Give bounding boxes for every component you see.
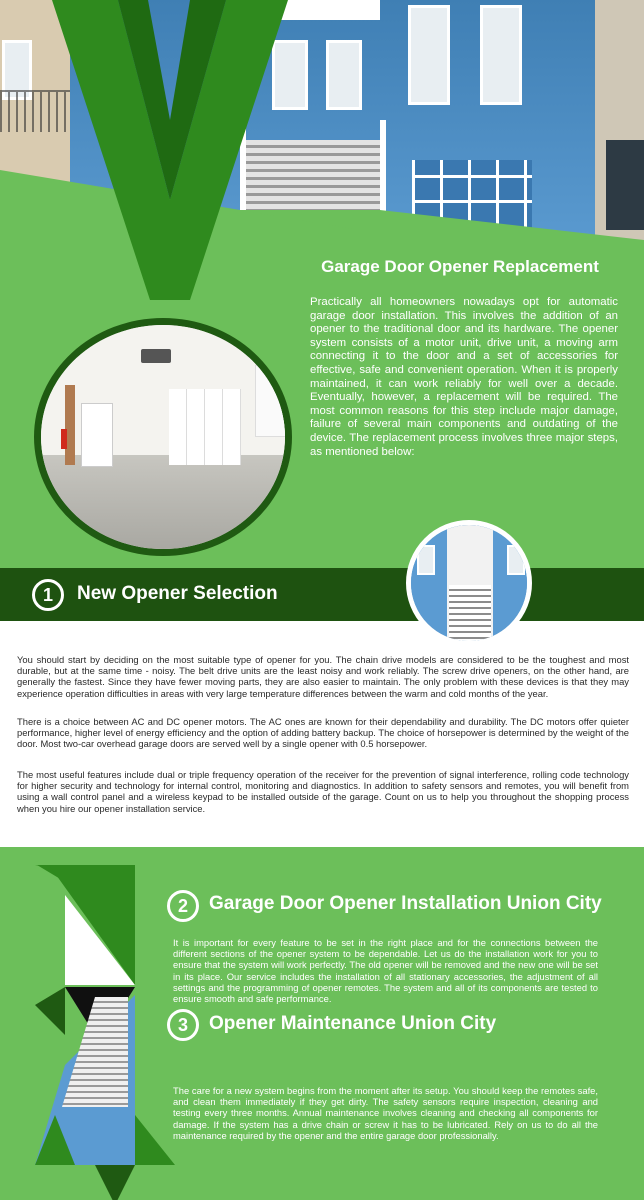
section-1-header-band <box>0 568 644 621</box>
section-2-title: Garage Door Opener Installation Union City <box>209 893 602 914</box>
step-number-3: 3 <box>167 1009 199 1041</box>
section-3-paragraph: The care for a new system begins from the moment after its setup. You should keep the remotes safe, and clean them immediately if they get dirty. The safety sensors require inspection, cleaning and testing every three months. Annual maintenance involves cleaning and checking all components for damage. If the system has a drive chain or screw it has to be lubricated. Rely on us to do all the maintenance required by the opener and the entire garage door professionally. <box>173 1085 598 1141</box>
step-number-1: 1 <box>32 579 64 611</box>
v-ribbon-graphic <box>40 0 300 320</box>
section-1-paragraph-3: The most useful features include dual or triple frequency operation of the receiver for the prevention of signal interference, rolling code technology for higher security and technology for internal control, monitoring and diagnostics. In addition to safety sensors and remotes, you will benefit from using a wall control panel and a wireless keypad to be installed outside of the garage. Count on us to help you throughout the shopping process when you hire our opener installation service. <box>17 769 629 814</box>
hero-section <box>0 0 644 560</box>
section-1-paragraph-1: You should start by deciding on the most suitable type of opener for you. The chain drive models are considered to be the toughest and most durable, but at the same time - noisy. The belt drive units are the least noisy and work reliably. The screw drive openers, on the other hand, are generally the fastest. Since they have fewer moving parts, they are also easier to maintain. The only problem with these devices is that they may experience operation difficulties in areas with very large temperature differences between the warm and cold months of the year. <box>17 654 629 699</box>
section-2-paragraph: It is important for every feature to be set in the right place and for the connections between the different sections of the opener system to be dependable. Let us do the installation work for you to ensure that the system will work perfectly. The old opener will be removed and the new one will be set in its place. Our service includes the installation of all stationary accessories, the adjustment of all settings and the programming of opener remotes. The system and all of its components are tested to ensure smooth and safe performance. <box>173 937 598 1005</box>
intro-paragraph: Practically all homeowners nowadays opt for automatic garage door installation. This involves the addition of an opener to the traditional door and its hardware. The opener system consists of a motor unit, drive unit, a moving arm connecting it to the door and a set of accessories for effective, safe and convenient operation. When it is properly maintained, it can work reliably for well over a decade. Eventually, however, a replacement will be required. The most common reasons for this step include major damage, failure of several main components and outdating of the device. The replacement process involves three major steps, as mentioned below: <box>310 296 618 458</box>
section-3-title: Opener Maintenance Union City <box>209 1013 497 1034</box>
section-1-content <box>0 621 644 847</box>
page-title: Garage Door Opener Replacement <box>321 257 599 276</box>
section-1-paragraph-2: There is a choice between AC and DC opener motors. The AC ones are known for their dependability and durability. The DC motors offer quieter performance, higher level of energy efficiency and the option of adding battery backup. The choice of horsepower is determined by the weight of the door. Most two-car overhead garage doors are served well by a single opener with 0.5 horsepower. <box>17 716 630 750</box>
garage-interior-photo <box>34 318 292 556</box>
step-number-2: 2 <box>167 890 199 922</box>
house-thumbnail-photo <box>406 520 532 646</box>
lower-section <box>0 847 644 1200</box>
section-1-title: New Opener Selection <box>77 583 278 604</box>
